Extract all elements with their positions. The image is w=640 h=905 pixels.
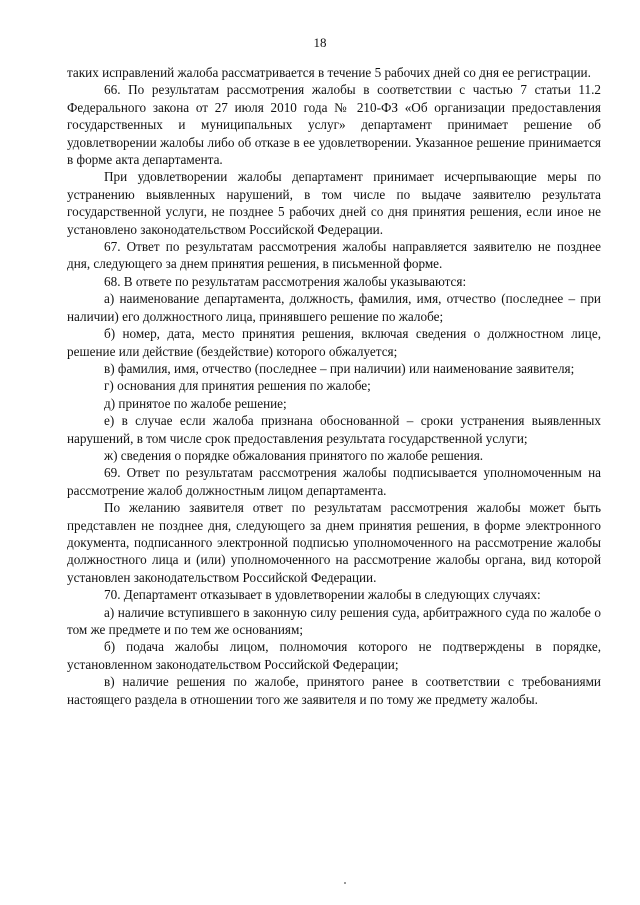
paragraph: 70. Департамент отказывает в удовлетворении жалобы в следующих случаях: (104, 587, 541, 603)
list-item: е) в случае если жалоба признана обоснованной – сроки устранения выявленных нарушений, в том числе срок предоставления результата государственной услуги; (67, 413, 601, 446)
list-item: б) подача жалобы лицом, полномочия которого не подтверждены в порядке, установленном законодательством Российской Федерации; (67, 639, 601, 672)
scan-speck (344, 882, 346, 884)
document-body (67, 64, 601, 708)
list-item: в) наличие решения по жалобе, принятого ранее в соответствии с требованиями настоящего раздела в отношении того же заявителя и по тому же предмету жалобы. (67, 674, 601, 707)
list-item: в) фамилия, имя, отчество (последнее – при наличии) или наименование заявителя; (104, 360, 575, 376)
paragraph: При удовлетворении жалобы департамент принимает исчерпывающие меры по устранению выявленных нарушений, в том числе по выдаче заявителю результата государственной услуги, не позднее 5 рабочих дней со дня принятия решения, если иное не установлено законодательством Российской Федерации. (67, 169, 601, 237)
paragraph: 68. В ответе по результатам рассмотрения жалобы указываются: (104, 273, 467, 289)
list-item: г) основания для принятия решения по жалобе; (104, 378, 371, 394)
paragraph: По желанию заявителя ответ по результатам рассмотрения жалобы может быть представлен не позднее дня, следующего за днем принятия решения, в форме электронного документа, подписанного электронной подписью уполномоченного на рассмотрение жалобы должностного лица и (или) уполномоченного на рассмотрение жалобы органа, вид которой установлен законодательством Российской Федерации. (67, 500, 601, 585)
paragraph: 69. Ответ по результатам рассмотрения жалобы подписывается уполномоченным на рассмотрение жалоб должностным лицом департамента. (67, 465, 601, 498)
list-item: б) номер, дата, место принятия решения, включая сведения о должностном лице, решение или действие (бездействие) которого обжалуется; (67, 326, 601, 359)
list-item: а) наименование департамента, должность, фамилия, имя, отчество (последнее – при наличии) его должностного лица, принявшего решение по жалобе; (67, 291, 601, 324)
page-number: 18 (313, 35, 327, 50)
paragraph: таких исправлений жалоба рассматривается в течение 5 рабочих дней со дня ее регистрации. (67, 65, 591, 80)
list-item: д) принятое по жалобе решение; (104, 395, 287, 411)
list-item: ж) сведения о порядке обжалования принятого по жалобе решения. (104, 447, 484, 463)
list-item: а) наличие вступившего в законную силу решения суда, арбитражного суда по жалобе о том же предмете и по тем же основаниям; (67, 604, 601, 637)
paragraph: 67. Ответ по результатам рассмотрения жалобы направляется заявителю не позднее дня, следующего за днем принятия решения, в письменной форме. (67, 239, 601, 272)
paragraph: 66. По результатам рассмотрения жалобы в соответствии с частью 7 статьи 11.2 Федерального закона от 27 июля 2010 года № 210-ФЗ «Об организации предоставления государственных и муниципальных услуг» департамент принимает решение об удовлетворении жалобы либо об отказе в ее удовлетворении. Указанное решение принимается в форме акта департамента. (67, 82, 601, 168)
